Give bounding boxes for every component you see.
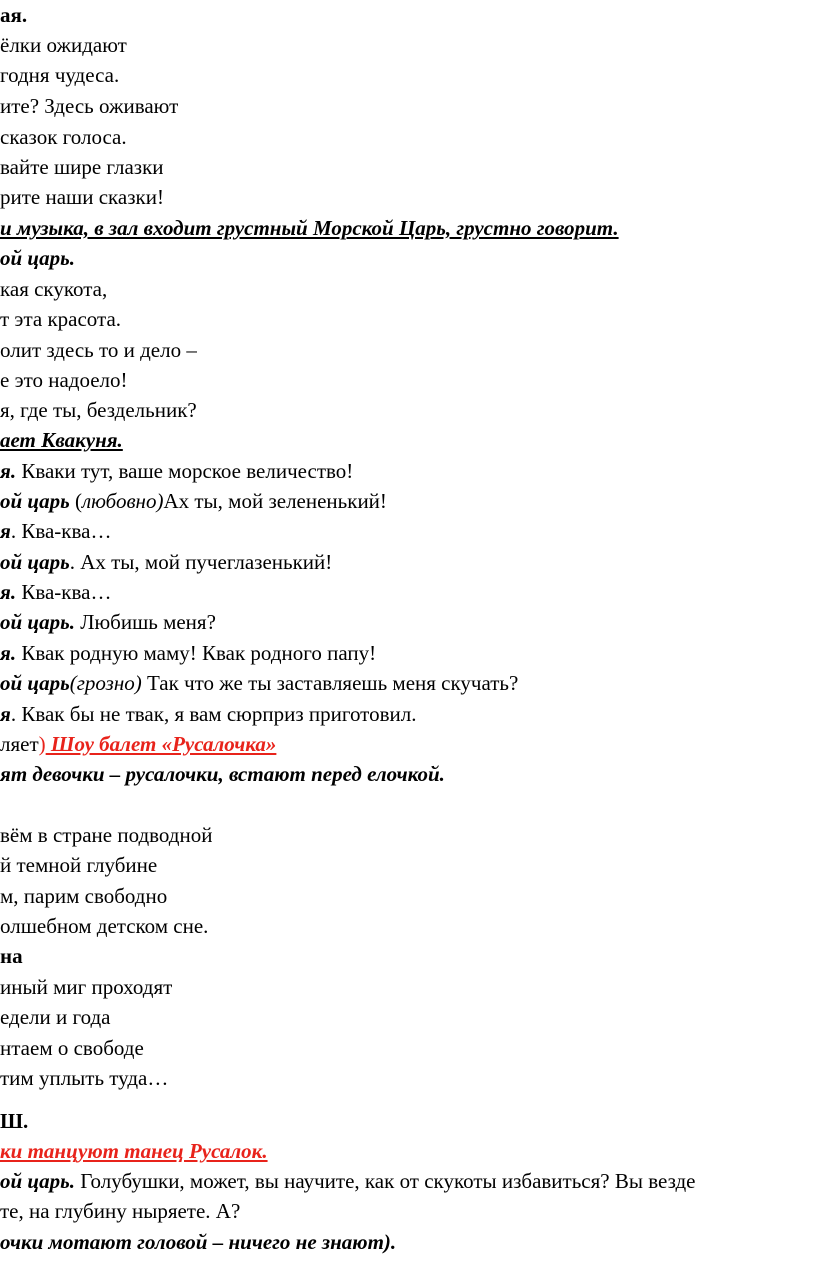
line-text: ) [38,732,46,756]
poem-line: сказок голоса. [0,125,127,149]
poem-line: вайте шире глазки [0,155,164,179]
dialogue-line [0,701,416,727]
speaker-name: я. [0,641,17,665]
poem-line: нтаем о свободе [0,1036,144,1060]
dialogue-line [0,670,518,696]
line-text: . Ква-ква… [10,519,112,543]
poem-line: т эта красота. [0,307,122,331]
line-text: Кваки тут, ваше морское величество! [16,459,354,483]
dialogue-line [0,549,332,575]
speaker-name: ой царь. [0,246,75,270]
line-text: ( [69,489,82,513]
poem-line: вём в стране подводной [0,823,213,847]
text-line: ая. [0,3,28,27]
dialogue-line [0,731,276,757]
line-text: Квак родную маму! Квак родного папу! [16,641,377,665]
poem-line: годня чудеса. [0,63,120,87]
speaker-name: на [0,944,23,968]
remark: любовно) [81,489,164,513]
stage-direction: ки танцуют танец Русалок. [0,1139,268,1163]
speaker-name: ой царь. [0,610,75,634]
poem-line: тим уплыть туда… [0,1066,169,1090]
line-text: Ах ты, мой зелененький! [163,489,387,513]
dialogue-line [0,518,111,544]
speaker-name: ой царь [0,671,70,695]
line-text: Так что же ты заставляешь меня скучать? [141,671,519,695]
poem-line: й темной глубине [0,853,158,877]
stage-direction: ят девочки – русалочки, встают перед елочкой. [0,762,445,786]
dialogue-line: те, на глубину ныряете. А? [0,1199,241,1223]
dialogue-line [0,609,216,635]
dialogue-line [0,579,111,605]
speaker-name: я [0,519,11,543]
poem-line: иный миг проходят [0,975,173,999]
speaker-name: ой царь [0,550,70,574]
speaker-name: ой царь. [0,1169,75,1193]
stage-direction: ает Квакуня. [0,428,123,452]
speaker-name: ой царь [0,489,70,513]
poem-line: м, парим свободно [0,884,168,908]
line-text: Любишь меня? [74,610,216,634]
poem-line: рите наши сказки! [0,185,164,209]
poem-line: ите? Здесь оживают [0,94,179,118]
line-text: ляет [0,732,39,756]
dialogue-line [0,1168,696,1194]
line-text: Ква-ква… [16,580,112,604]
line-text: Голубушки, может, вы научите, как от скукоты избавиться? Вы везде [74,1169,696,1193]
poem-line: едели и года [0,1005,111,1029]
poem-line: олшебном детском сне. [0,914,209,938]
stage-direction: очки мотают головой – ничего не знают). [0,1230,397,1254]
poem-line: е это надоело! [0,368,128,392]
poem-line: ёлки ожидают [0,33,127,57]
remark: (грозно) [69,671,142,695]
poem-line: кая скукота, [0,277,108,301]
line-text: . Ах ты, мой пучеглазенький! [69,550,333,574]
poem-line: я, где ты, бездельник? [0,398,197,422]
dialogue-line [0,640,376,666]
speaker-name: я. [0,459,17,483]
speaker-name: я [0,702,11,726]
line-text: . Квак бы не твак, я вам сюрприз приготовил. [10,702,417,726]
poem-line: олит здесь то и дело – [0,338,197,362]
dialogue-line [0,458,353,484]
dialogue-line [0,488,387,514]
show-title: Шоу балет «Русалочка» [45,732,277,756]
speaker-name: я. [0,580,17,604]
speaker-name: Ш. [0,1109,29,1133]
stage-direction: и музыка, в зал входит грустный Морской Царь, грустно говорит. [0,216,619,240]
